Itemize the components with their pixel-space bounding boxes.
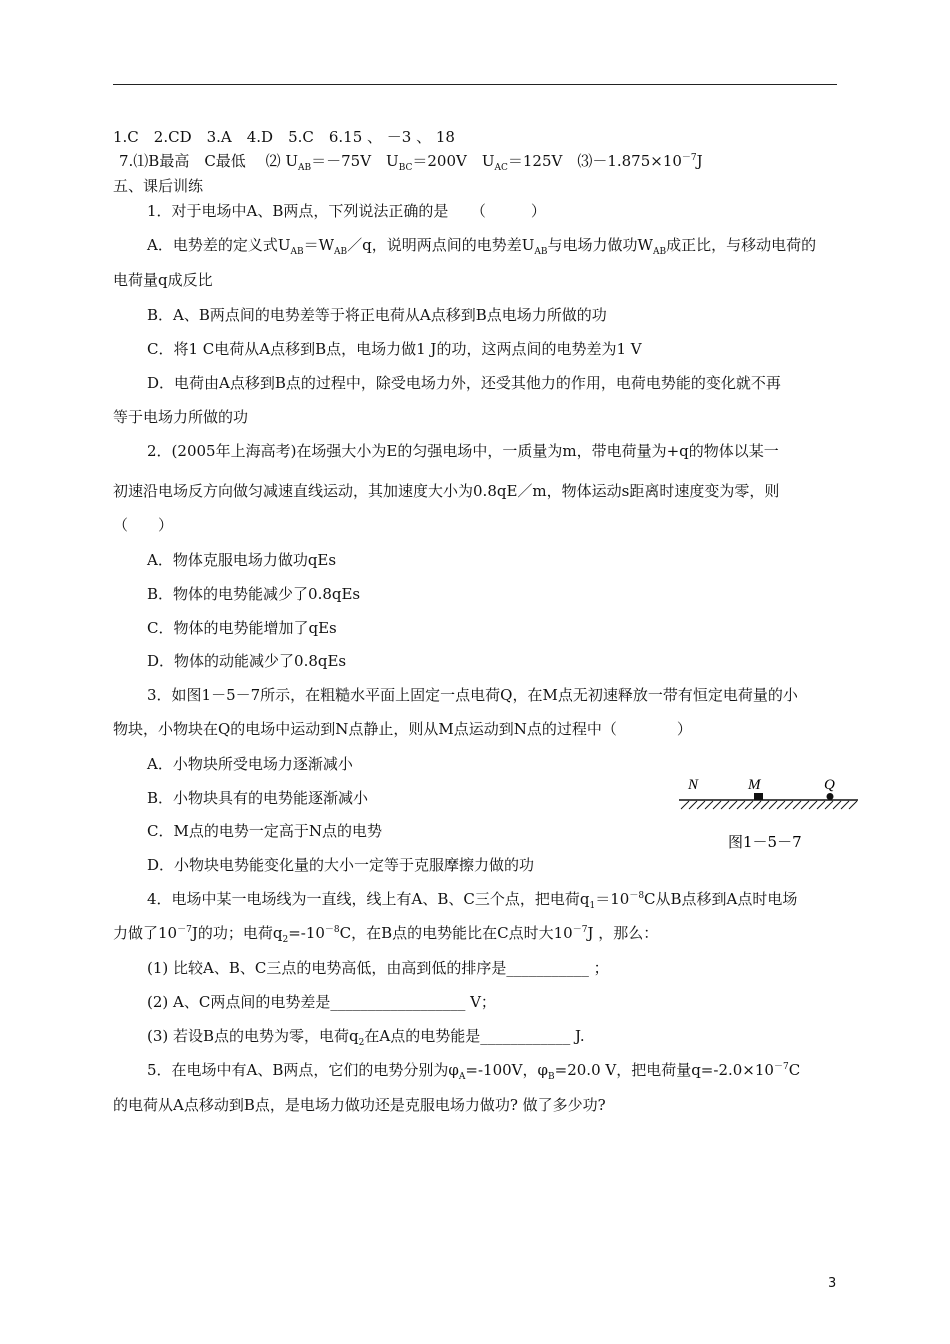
- q4-part-1: (1) 比较A、B、C三点的电势高低，由高到低的排序是___________ ；: [147, 959, 609, 977]
- text: 5．在电场中有A、B两点，它们的电势分别为φ: [147, 1061, 459, 1079]
- subscript: AB: [534, 247, 548, 257]
- text: 力做了10: [113, 924, 178, 942]
- q1-stem: 1．对于电场中A、B两点，下列说法正确的是 （ ）: [147, 202, 546, 220]
- q2-stem-3: （ ）: [113, 516, 174, 534]
- answer-line-2: [119, 151, 703, 171]
- section-title: 五、课后训练: [113, 177, 204, 195]
- q1-option-a: [147, 235, 816, 255]
- q4-part-2: (2) A、C两点间的电势差是__________________ V；: [147, 993, 496, 1011]
- text: C: [788, 1061, 801, 1079]
- q3-option-b: B．小物块具有的电势能逐渐减小: [147, 789, 369, 807]
- q1-option-b: B．A、B两点间的电势差等于将正电荷从A点移到B点电场力所做的功: [147, 306, 607, 324]
- label-q: Q: [824, 777, 835, 793]
- q1-option-a-cont: 电荷量q成反比: [113, 271, 213, 289]
- subscript: AB: [298, 163, 312, 173]
- ground-hatching: [681, 801, 857, 809]
- point-charge: [827, 793, 834, 800]
- q3-option-c: C．M点的电势一定高于N点的电势: [147, 822, 382, 840]
- subscript: AB: [652, 247, 667, 257]
- text: ＝10: [595, 890, 630, 908]
- superscript: －8: [629, 891, 645, 901]
- text: 成正比，与移动电荷的: [666, 236, 817, 254]
- q1-option-c: C．将1 C电荷从A点移到B点，电场力做1 J的功，这两点间的电势差为1 V: [147, 340, 642, 358]
- text: 7.⑴B最高 C最低 ⑵ U: [119, 152, 298, 170]
- q2-stem-1: 2．(2005年上海高考)在场强大小为E的匀强电场中，一质量为m，带电荷量为+q的物体以某一: [147, 442, 779, 460]
- superscript: －7: [572, 925, 588, 935]
- page-number: 3: [828, 1276, 837, 1291]
- text: ＝－75V U: [311, 152, 399, 170]
- q4-stem-2: [113, 923, 658, 943]
- superscript: －7: [681, 153, 697, 163]
- text: 在A点的电势能是____________ J.: [364, 1027, 585, 1045]
- q1-option-d-cont: 等于电场力所做的功: [113, 408, 249, 426]
- text: C，在B点的电势能比在C点时大10: [339, 924, 573, 942]
- text: 与电场力做功W: [547, 236, 653, 254]
- q3-stem-2: 物块，小物块在Q的电场中运动到N点静止，则从M点运动到N点的过程中（ ）: [113, 720, 692, 738]
- text: ＝125V ⑶－1.875×10: [507, 152, 682, 170]
- subscript: 2: [358, 1038, 365, 1048]
- q5-stem-2: 的电荷从A点移动到B点，是电场力做功还是克服电场力做功? 做了多少功?: [113, 1096, 606, 1114]
- subscript: AB: [334, 247, 348, 257]
- figure-1-5-7: [676, 772, 866, 862]
- small-block: [754, 793, 763, 800]
- q4-part-3: [147, 1026, 585, 1046]
- q3-option-d: D．小物块电势能变化量的大小一定等于克服摩擦力做的功: [147, 856, 535, 874]
- subscript: 2: [282, 935, 289, 945]
- text: ／q，说明两点间的电势差U: [347, 236, 535, 254]
- q2-stem-2: 初速沿电场反方向做匀减速直线运动，其加速度大小为0.8qE／m，物体运动s距离时速度变为零，则: [113, 482, 780, 500]
- text: J: [696, 152, 703, 170]
- q2-option-d: D．物体的动能减少了0.8qEs: [147, 652, 347, 670]
- subscript: AC: [494, 163, 508, 173]
- text: 4．电场中某一电场线为一直线，线上有A、B、C三个点，把电荷q: [147, 890, 590, 908]
- superscript: －8: [324, 925, 340, 935]
- text: =20.0 V，把电荷量q=-2.0×10: [554, 1061, 774, 1079]
- q3-stem-1: 3．如图1－5－7所示，在粗糙水平面上固定一点电荷Q，在M点无初速释放一带有恒定电荷量的小: [147, 686, 798, 704]
- label-n: N: [688, 777, 699, 793]
- subscript: AB: [290, 247, 304, 257]
- text: ＝200V U: [412, 152, 495, 170]
- figure-caption: 图1－5－7: [728, 833, 802, 851]
- q4-stem-1: [147, 889, 797, 909]
- text: =-100V，φ: [465, 1061, 549, 1079]
- q2-option-c: C．物体的电势能增加了qEs: [147, 619, 337, 637]
- label-m: M: [748, 777, 761, 793]
- subscript: 1: [589, 901, 596, 911]
- q1-option-d: D．电荷由A点移到B点的过程中，除受电场力外，还受其他力的作用，电荷电势能的变化就不再: [147, 374, 781, 392]
- answer-line-1: 1.C 2.CD 3.A 4.D 5.C 6.15 、 －3 、 18: [113, 128, 455, 146]
- text: =-10: [288, 924, 325, 942]
- text: C从B点移到A点时电场: [644, 890, 798, 908]
- q2-option-a: A．物体克服电场力做功qEs: [147, 551, 337, 569]
- figure-drawing: [676, 772, 866, 862]
- subscript: A: [458, 1072, 466, 1082]
- subscript: BC: [398, 163, 413, 173]
- q3-option-a: A．小物块所受电场力逐渐减小: [147, 755, 353, 773]
- text: A．电势差的定义式U: [147, 236, 291, 254]
- q2-option-b: B．物体的电势能减少了0.8qEs: [147, 585, 361, 603]
- text: J ，那么：: [587, 924, 659, 942]
- header-rule: [113, 84, 837, 85]
- superscript: －7: [177, 925, 192, 935]
- subscript: B: [548, 1072, 555, 1082]
- text: (3) 若设B点的电势为零，电荷q: [147, 1027, 359, 1045]
- q5-stem-1: [147, 1060, 800, 1080]
- text: ＝W: [303, 236, 335, 254]
- text: J的功；电荷q: [191, 924, 283, 942]
- superscript: －7: [773, 1062, 789, 1072]
